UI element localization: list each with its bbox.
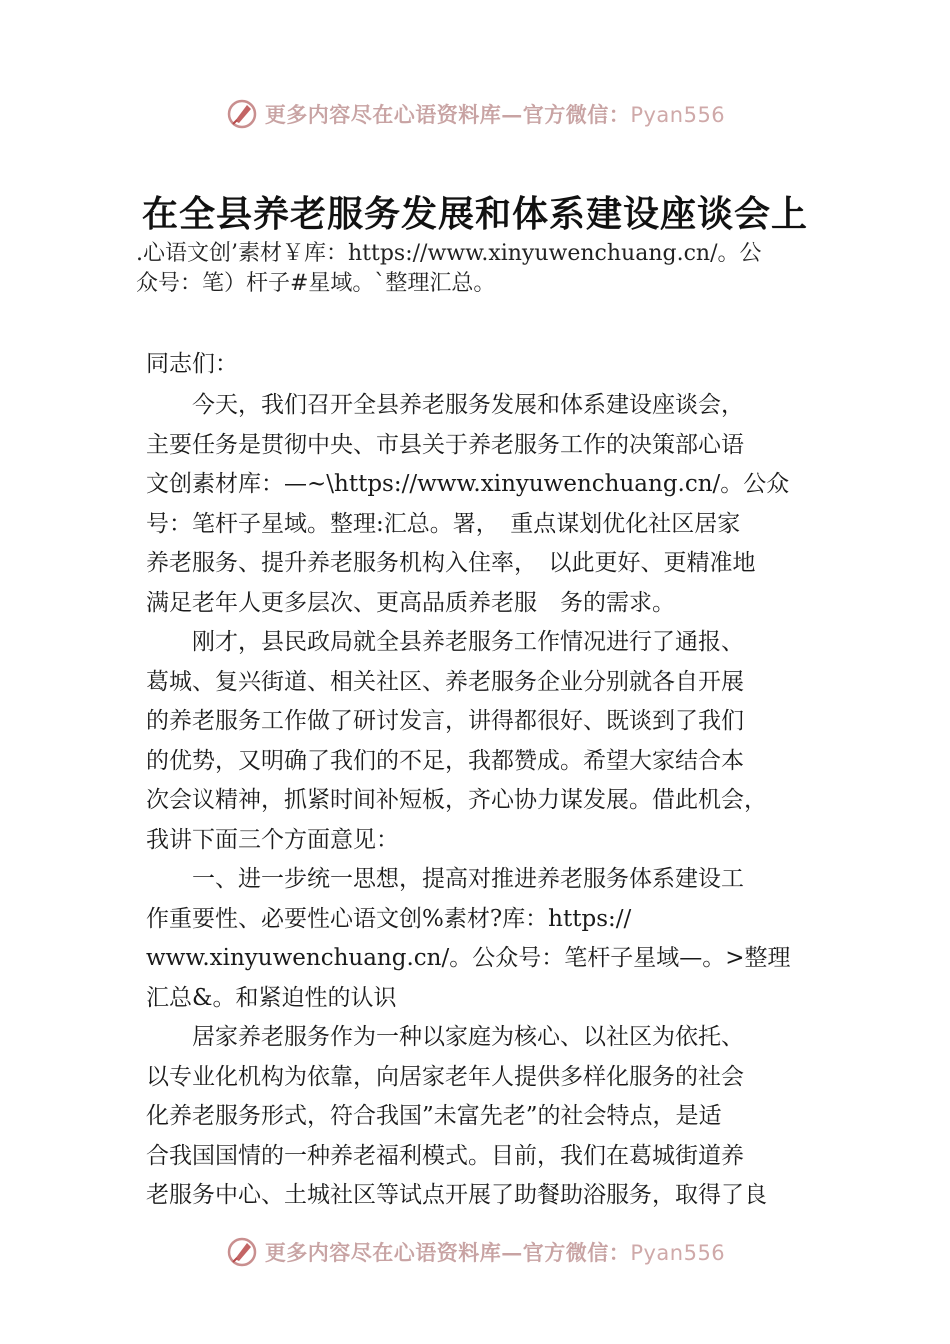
body-line: 一、进一步统一思想，提高对推进养老服务体系建设工 [146, 866, 744, 892]
footer-banner [0, 1232, 950, 1272]
body-line: 以专业化机构为依靠，向居家老年人提供多样化服务的社会 [146, 1063, 744, 1090]
body-line: 居家养老服务作为一种以家庭为核心、以社区为依托、 [146, 1024, 744, 1050]
body-line: 的优势，又明确了我们的不足，我都赞成。希望大家结合本 [146, 747, 744, 774]
body-line: 次会议精神，抓紧时间补短板，齐心协力谋发展。借此机会， [146, 787, 767, 813]
body-line: 合我国国情的一种养老福利模式。目前，我们在葛城街道养 [146, 1142, 744, 1169]
banner-text: 更多内容尽在心语资料库—官方微信：Pyan556 [264, 102, 726, 127]
header-banner [0, 94, 950, 134]
banner-text: 更多内容尽在心语资料库—官方微信：Pyan556 [264, 1240, 726, 1265]
body-line: 主要任务是贯彻中央、市县关于养老服务工作的决策部心语 [146, 431, 744, 458]
body-line: 葛城、复兴街道、相关社区、养老服务企业分别就各自开展 [146, 668, 744, 695]
body-line: 号：笔杆子星域。整理:汇总。署， 重点谋划优化社区居家 [146, 510, 741, 537]
body-line: 老服务中心、土城社区等试点开展了助餐助浴服务，取得了良 [146, 1182, 767, 1208]
body-line: 满足老年人更多层次、更高品质养老服 务的需求。 [146, 589, 675, 616]
body-line: 今天，我们召开全县养老服务发展和体系建设座谈会， [146, 392, 744, 418]
source-line-1: .心语文创’素材￥库：https://www.xinyuwenchuang.cn/。公 [136, 241, 762, 266]
body-line: www.xinyuwenchuang.cn/。公众号：笔杆子星域—。>整理 [146, 945, 791, 971]
pen-nib-logo-icon [225, 97, 259, 131]
pen-nib-logo-icon [225, 1235, 259, 1269]
body-line: 作重要性、必要性心语文创%素材?库：https:// [146, 905, 632, 932]
body-line: 我讲下面三个方面意见： [146, 826, 399, 853]
source-line-2: 众号：笔）杆子#星域。`整理汇总。 [136, 271, 496, 296]
greeting: 同志们： [146, 351, 238, 377]
body-line: 化养老服务形式，符合我国”未富先老”的社会特点，是适 [146, 1103, 722, 1129]
body-line: 文创素材库：—~\https://www.xinyuwenchuang.cn/。公众 [146, 471, 790, 497]
body-line: 汇总&。和紧迫性的认识 [146, 984, 397, 1011]
body-line: 养老服务、提升养老服务机构入住率， 以此更好、更精准地 [146, 550, 756, 576]
document-title: 在全县养老服务发展和体系建设座谈会上 [141, 193, 808, 235]
body-text [146, 386, 826, 1216]
body-line: 的养老服务工作做了研讨发言，讲得都很好、既谈到了我们 [146, 708, 744, 734]
body-line: 刚才，县民政局就全县养老服务工作情况进行了通报、 [146, 629, 744, 655]
